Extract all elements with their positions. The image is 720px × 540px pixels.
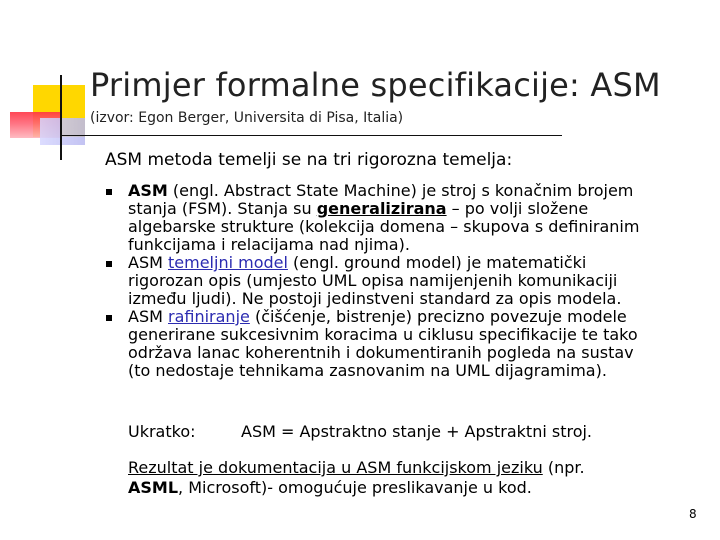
- underlined-term: generalizirana: [316, 199, 447, 218]
- summary-text: ASM = Apstraktno stanje + Apstraktni stroj.: [241, 422, 593, 441]
- bullet-line: algebarske strukture (kolekcija domena – skupova s definiranim: [128, 217, 640, 236]
- slide-title: Primjer formalne specifikacije: ASM: [90, 66, 661, 104]
- bullet-text: ASM: [128, 253, 168, 272]
- bullet-line: rigorozan opis (umjesto UML opisa namijenjenih komunikaciji: [128, 271, 618, 290]
- bullet-line: [128, 308, 703, 326]
- result-underlined: Rezultat je dokumentacija u ASM funkcijskom jeziku: [128, 458, 543, 477]
- result-line: [128, 478, 585, 498]
- square-bullet-icon: [106, 315, 112, 321]
- square-bullet-icon: [106, 189, 112, 195]
- title-underline: [62, 135, 562, 136]
- bullet-text: (engl. ground model) je matematički: [287, 253, 587, 272]
- result-text: [128, 458, 585, 498]
- bullet-item-asm: [103, 182, 703, 254]
- bullet-line: [128, 200, 703, 218]
- bullet-text: stanja (FSM). Stanja su: [128, 199, 317, 218]
- decorative-blue-square: [40, 118, 85, 145]
- bold-term: ASM: [128, 181, 168, 200]
- bullet-line: između ljudi). Ne postoji jedinstveni standard za opis modela.: [128, 289, 622, 308]
- bullet-line: (to nedostaje tehnikama zasnovanim na UML dijagramima).: [128, 361, 607, 380]
- square-bullet-icon: [106, 261, 112, 267]
- bullet-line: održava lanac koherentnih i dokumentiranih pogleda na sustav: [128, 343, 634, 362]
- bullet-line: [128, 182, 703, 200]
- result-text-part: (npr.: [542, 458, 585, 477]
- bullet-item-ground-model: [103, 254, 703, 308]
- bullet-line: generirane sukcesivnim koracima u ciklusu specifikacije te tako: [128, 325, 638, 344]
- page-number: 8: [689, 507, 697, 521]
- link-rafiniranje[interactable]: rafiniranje: [168, 307, 250, 326]
- bullet-item-refinement: [103, 308, 703, 380]
- bullet-line: [128, 254, 703, 272]
- decorative-vertical-line: [60, 75, 62, 160]
- bullet-list: [103, 182, 703, 380]
- summary: [128, 422, 592, 441]
- summary-label: Ukratko:: [128, 422, 196, 441]
- result-text-part: , Microsoft)- omogućuje preslikavanje u kod.: [178, 478, 532, 497]
- asml-term: ASML: [128, 478, 179, 497]
- slide-subtitle: (izvor: Egon Berger, Universita di Pisa, Italia): [90, 110, 404, 126]
- bullet-text: ASM: [128, 307, 168, 326]
- bullet-line: funkcijama i relacijama nad njima).: [128, 235, 410, 254]
- intro-text: ASM metoda temelji se na tri rigorozna temelja:: [105, 150, 513, 170]
- link-temeljni-model[interactable]: temeljni model: [168, 253, 288, 272]
- bullet-text: – po volji složene: [446, 199, 589, 218]
- bullet-text: (čišćenje, bistrenje) precizno povezuje modele: [249, 307, 627, 326]
- bullet-text: (engl. Abstract State Machine) je stroj s konačnim brojem: [167, 181, 634, 200]
- result-line: [128, 458, 585, 478]
